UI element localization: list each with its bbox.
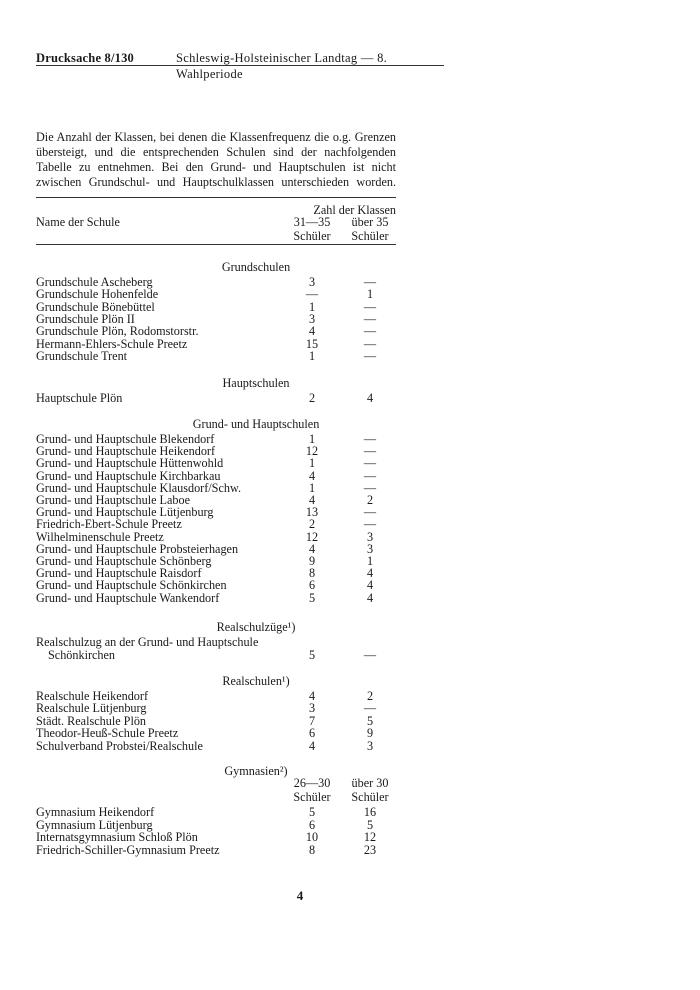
- section-title: Realschulzüge¹): [216, 620, 296, 634]
- class-count-first: 6: [308, 817, 316, 832]
- class-count-first: 12: [305, 444, 319, 459]
- class-count-first: 9: [308, 554, 316, 568]
- school-name: Grund- und Hauptschule Klausdorf/Schw.: [36, 480, 242, 495]
- class-count-first: 4: [308, 738, 316, 753]
- class-count-second: —: [363, 311, 377, 326]
- class-count-second: —: [363, 468, 377, 483]
- column-header-schueler: Schüler: [351, 790, 389, 804]
- class-count-second: 4: [366, 590, 374, 605]
- document-number: Drucksache 8/130: [36, 51, 134, 65]
- section-title: Realschulen¹): [222, 674, 290, 688]
- class-count-second: 2: [366, 689, 374, 703]
- column-header-schueler: Schüler: [293, 790, 331, 804]
- class-count-first: 4: [308, 541, 316, 556]
- table-header-rule: [36, 244, 396, 245]
- table-row: [36, 649, 396, 662]
- class-count-second: —: [363, 444, 377, 459]
- intro-line: übersteigt, und die entsprechenden Schulen sind der nachfolgenden: [36, 145, 396, 159]
- class-count-second: 3: [366, 529, 374, 544]
- class-count-first: 3: [308, 275, 316, 289]
- school-name: Grund- und Hauptschule Laboe: [36, 493, 190, 507]
- class-count-second: 12: [363, 830, 377, 845]
- class-count-first: 1: [308, 480, 316, 495]
- section-title: Gymnasien²): [224, 764, 288, 778]
- column-header-31-35: 31—35: [293, 215, 331, 229]
- class-count-first: 4: [308, 493, 316, 507]
- class-count-first: 4: [308, 324, 316, 339]
- column-header-ueber-35: über 35: [351, 215, 389, 229]
- table-row: [36, 740, 396, 753]
- class-count-first: 12: [305, 529, 319, 544]
- intro-line: zwischen Grundschul- und Hauptschulklassen unterschieden worden.: [36, 175, 396, 189]
- class-count-first: 2: [308, 517, 316, 532]
- class-count-first: 2: [308, 391, 316, 405]
- column-header-schueler: Schüler: [351, 229, 389, 243]
- school-name: Grundschule Ascheberg: [36, 275, 153, 289]
- class-count-second: 3: [366, 541, 374, 556]
- section-title: Grundschulen: [221, 260, 291, 274]
- column-header-zahl: Zahl der Klassen: [313, 203, 396, 217]
- table-row: [36, 592, 396, 605]
- class-count-first: 1: [308, 348, 316, 363]
- class-count-second: —: [363, 275, 377, 289]
- class-count-first: 5: [308, 648, 316, 662]
- column-header-name: Name der Schule: [36, 215, 120, 229]
- school-name: Realschule Lütjenburg: [36, 701, 147, 716]
- class-count-first: 13: [305, 505, 319, 520]
- school-name: Schönkirchen: [48, 648, 116, 662]
- table-row: [36, 392, 396, 405]
- column-header-schueler: Schüler: [293, 229, 331, 243]
- class-count-first: 1: [308, 432, 316, 446]
- class-count-second: 5: [366, 817, 374, 832]
- class-count-second: —: [363, 432, 377, 446]
- parliament-title: Schleswig-Holsteinischer Landtag — 8. Wahlperiode: [176, 51, 388, 81]
- school-name: Grund- und Hauptschule Kirchbarkau: [36, 468, 221, 483]
- class-count-second: 4: [366, 566, 374, 581]
- table-top-rule: [36, 197, 396, 198]
- class-count-second: 1: [366, 554, 374, 568]
- school-name: Grund- und Hauptschule Probsteierhagen: [36, 541, 239, 556]
- school-name: Grundschule Plön, Rodomstorstr.: [36, 324, 199, 339]
- school-name: Grundschule Bönebüttel: [36, 299, 155, 314]
- class-count-first: 1: [308, 456, 316, 471]
- class-count-second: —: [363, 336, 377, 351]
- class-count-second: 16: [363, 805, 377, 819]
- class-count-second: 4: [366, 578, 374, 593]
- column-header-26-30: 26—30: [293, 776, 331, 790]
- section-title: Hauptschulen: [222, 376, 290, 390]
- school-name: Grund- und Hauptschule Raisdorf: [36, 566, 202, 581]
- column-header-ueber-30: über 30: [351, 776, 389, 790]
- header-rule: [36, 65, 444, 66]
- school-name: Grund- und Hauptschule Wankendorf: [36, 590, 220, 605]
- page-number: 4: [296, 888, 304, 903]
- class-count-second: —: [363, 505, 377, 520]
- class-count-second: —: [363, 324, 377, 339]
- school-name: Grundschule Plön II: [36, 311, 135, 326]
- school-name: Städt. Realschule Plön: [36, 713, 147, 728]
- class-count-first: 5: [308, 805, 316, 819]
- class-count-first: 15: [305, 336, 319, 351]
- class-count-first: 10: [305, 830, 319, 845]
- school-name: Friedrich-Ebert-Schule Preetz: [36, 517, 182, 532]
- school-name: Internatsgymnasium Schloß Plön: [36, 830, 198, 845]
- school-name: Grund- und Hauptschule Schönkirchen: [36, 578, 227, 593]
- school-name: Grund- und Hauptschule Hüttenwohld: [36, 456, 224, 471]
- page-header: [36, 50, 444, 81]
- school-name: Wilhelminenschule Preetz: [36, 529, 164, 544]
- school-name: Friedrich-Schiller-Gymnasium Preetz: [36, 842, 220, 857]
- class-count-first: 8: [308, 566, 316, 581]
- class-count-second: 1: [366, 287, 374, 302]
- school-name: Grundschule Trent: [36, 348, 128, 363]
- class-count-second: 9: [366, 726, 374, 741]
- school-name: Theodor-Heuß-Schule Preetz: [36, 726, 179, 741]
- school-name: Hauptschule Plön: [36, 391, 123, 405]
- class-count-second: 2: [366, 493, 374, 507]
- class-count-first: 8: [308, 842, 316, 857]
- class-count-second: 23: [363, 842, 377, 857]
- school-name: Hermann-Ehlers-Schule Preetz: [36, 336, 188, 351]
- class-count-first: 4: [308, 689, 316, 703]
- school-name: Gymnasium Heikendorf: [36, 805, 155, 819]
- class-count-second: —: [363, 456, 377, 471]
- class-count-first: 3: [308, 311, 316, 326]
- class-count-second: 3: [366, 738, 374, 753]
- class-count-first: 6: [308, 726, 316, 741]
- class-count-first: —: [305, 287, 319, 302]
- section-title: Grund- und Hauptschulen: [192, 417, 320, 431]
- class-count-second: —: [363, 299, 377, 314]
- school-name: Grundschule Hohenfelde: [36, 287, 159, 302]
- school-name: Schulverband Probstei/Realschule: [36, 738, 203, 753]
- class-count-first: 7: [308, 713, 316, 728]
- school-name: Gymnasium Lütjenburg: [36, 817, 153, 832]
- school-name: Realschule Heikendorf: [36, 689, 149, 703]
- school-name: Grund- und Hauptschule Heikendorf: [36, 444, 216, 459]
- class-count-first: 3: [308, 701, 316, 716]
- class-count-first: 4: [308, 468, 316, 483]
- class-count-first: 5: [308, 590, 316, 605]
- school-name: Realschulzug an der Grund- und Hauptschule: [36, 635, 259, 649]
- school-name: Grund- und Hauptschule Lütjenburg: [36, 505, 214, 520]
- class-count-second: 5: [366, 713, 374, 728]
- class-count-second: 4: [366, 391, 374, 405]
- intro-paragraph: [36, 130, 396, 190]
- class-count-second: —: [363, 348, 377, 363]
- intro-line: Die Anzahl der Klassen, bei denen die Klassenfrequenz die o.g. Grenzen: [36, 130, 396, 144]
- table-row: [36, 844, 396, 857]
- school-name: Grund- und Hauptschule Blekendorf: [36, 432, 215, 446]
- class-count-first: 1: [308, 299, 316, 314]
- school-name: Grund- und Hauptschule Schönberg: [36, 554, 212, 568]
- intro-line: Tabelle zu entnehmen. Bei den Grund- und Hauptschulen ist nicht: [36, 160, 396, 174]
- class-count-second: —: [363, 517, 377, 532]
- class-count-first: 6: [308, 578, 316, 593]
- class-count-second: —: [363, 701, 377, 716]
- class-count-second: —: [363, 648, 377, 662]
- class-count-second: —: [363, 480, 377, 495]
- table-row: [36, 350, 396, 363]
